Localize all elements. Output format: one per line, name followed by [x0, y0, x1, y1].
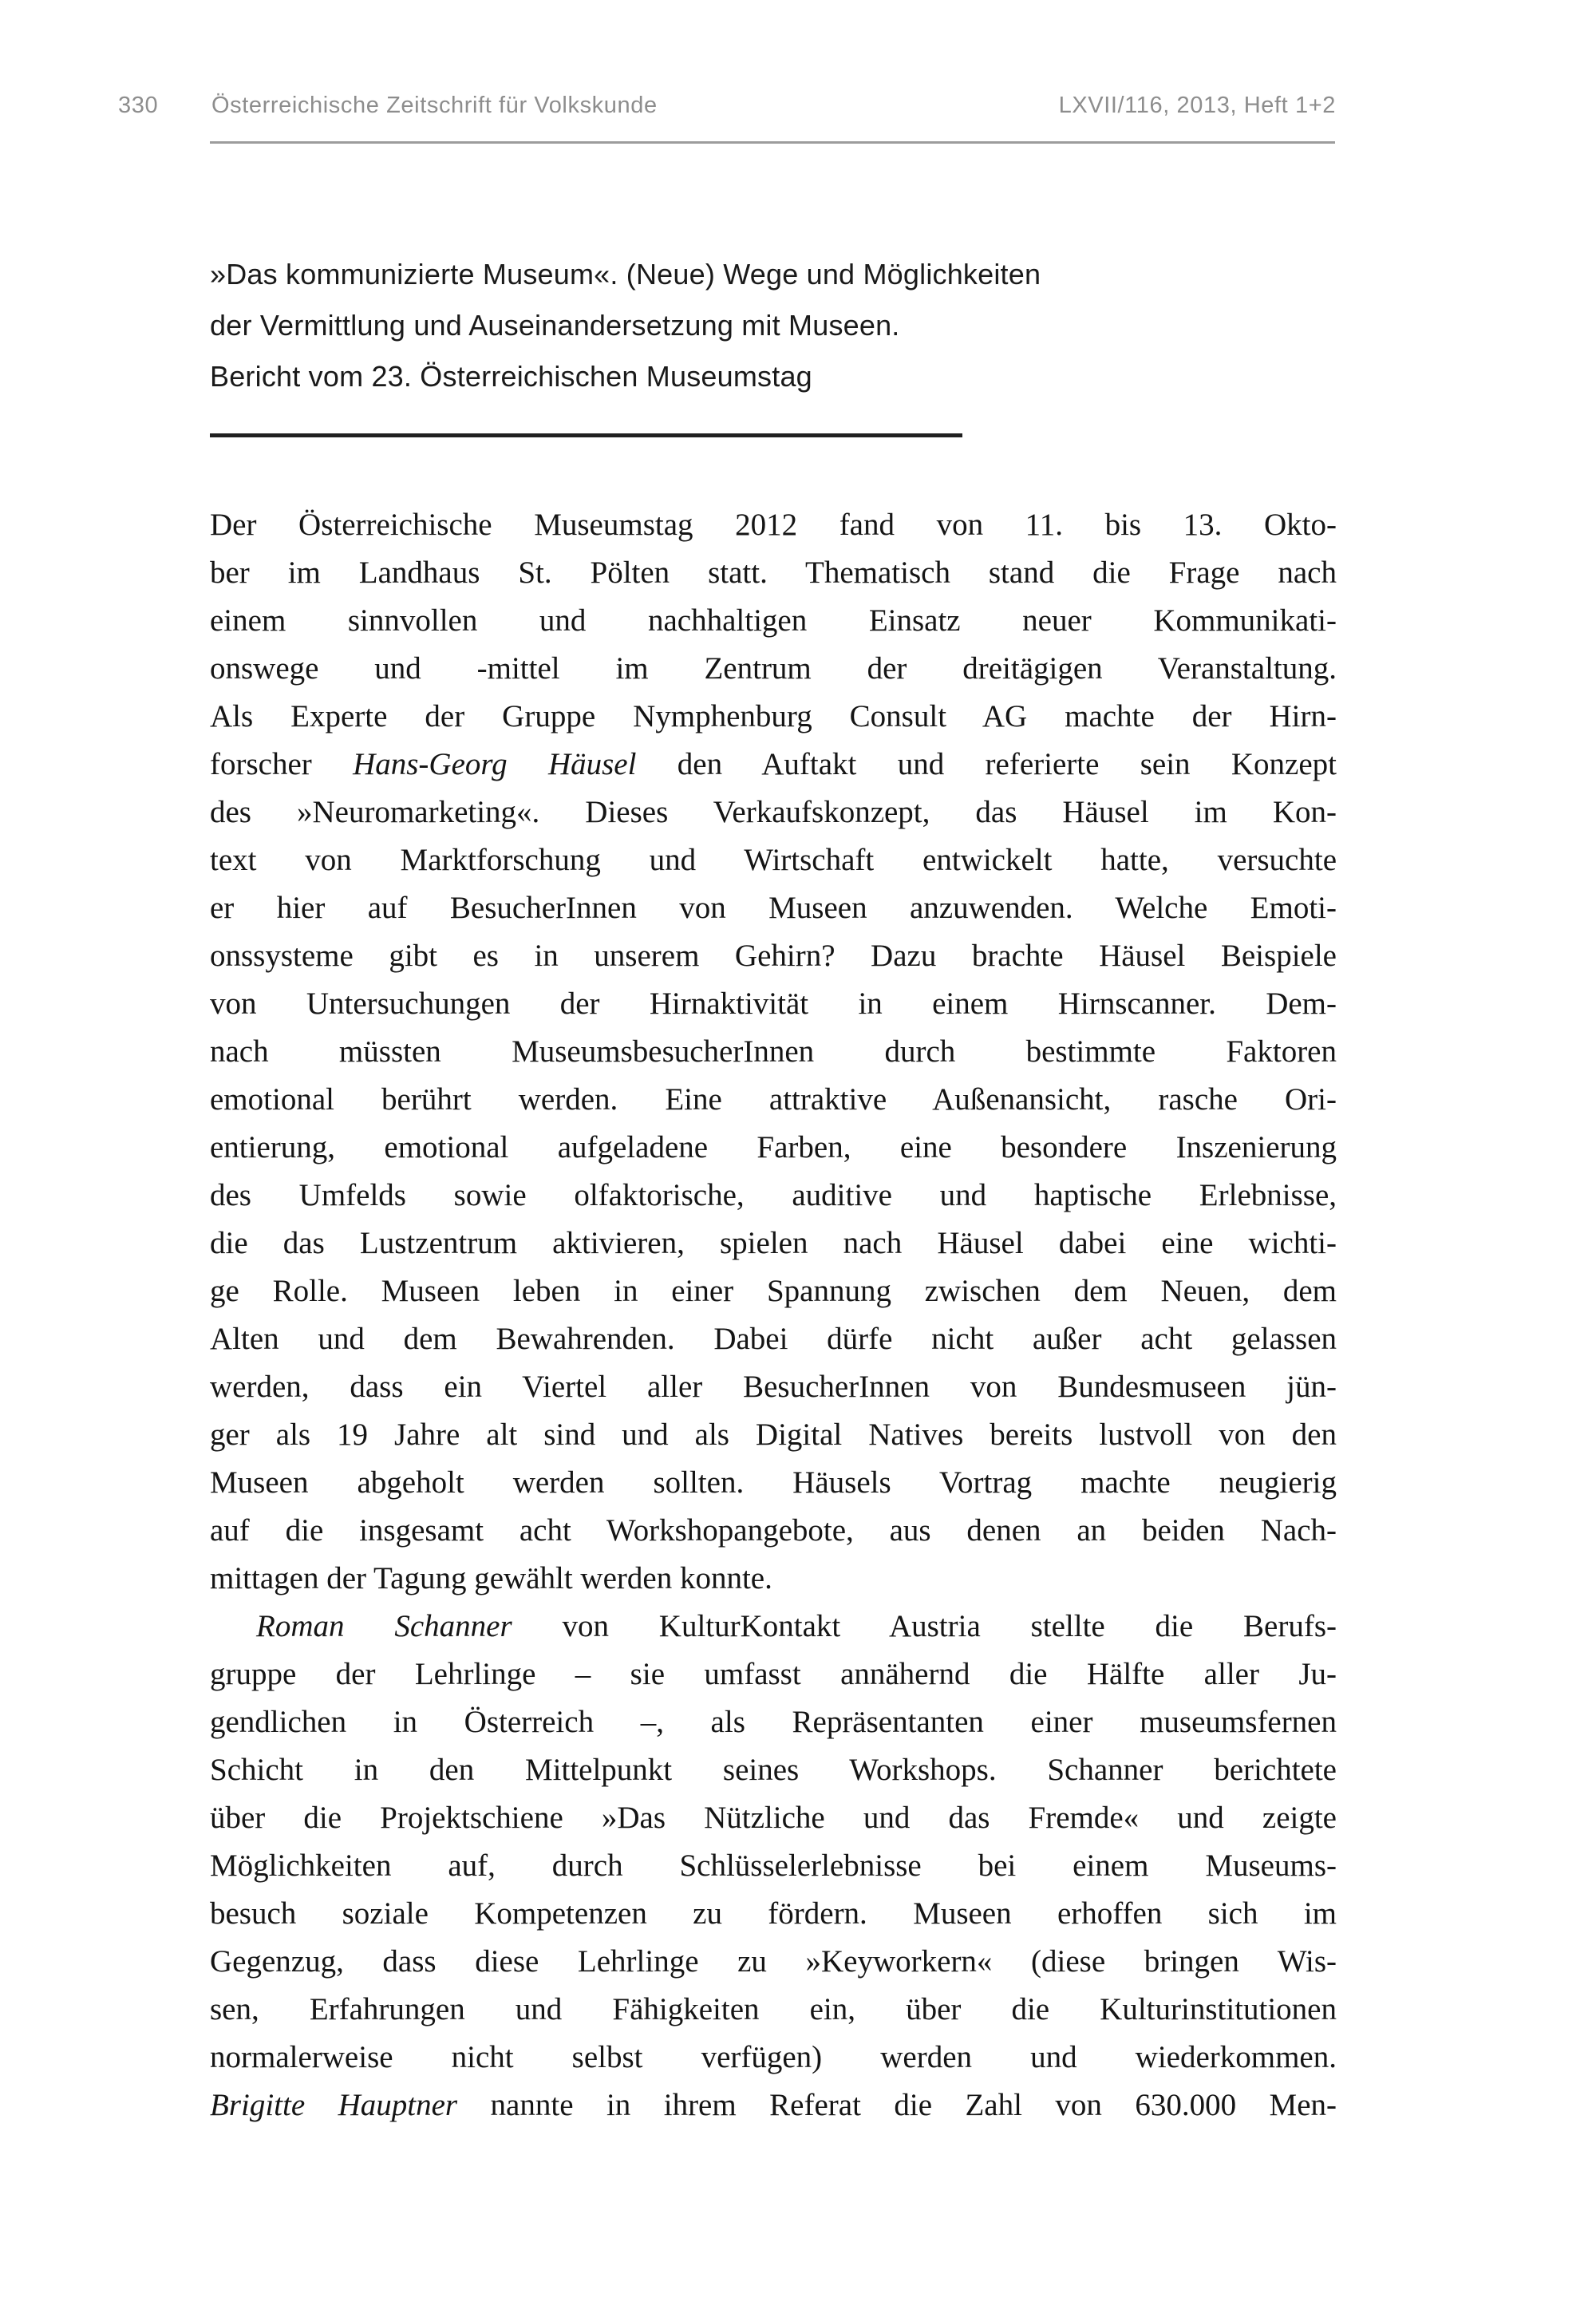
body-text: Schicht in den Mittelpunkt seines Workshops. Schanner berichtete	[210, 1753, 1337, 1787]
body-text: von Untersuchungen der Hirnaktivität in einem Hirnscanner. Dem-	[210, 986, 1337, 1021]
body-text: Gegenzug, dass diese Lehrlinge zu »Keyworkern« (diese bringen Wis-	[210, 1944, 1337, 1979]
body-text: nach müssten MuseumsbesucherInnen durch bestimmte Faktoren	[210, 1034, 1337, 1069]
body-text: gruppe der Lehrlinge – sie umfasst annähernd die Hälfte aller Ju-	[210, 1657, 1337, 1691]
body-text: einem sinnvollen und nachhaltigen Einsatz neuer Kommunikati-	[210, 603, 1337, 638]
body-line	[210, 789, 1337, 836]
body-text: Museen abgeholt werden sollten. Häusels Vortrag machte neugierig	[210, 1465, 1337, 1500]
body-line	[210, 980, 1337, 1028]
article-title-line: »Das kommunizierte Museum«. (Neue) Wege und Möglichkeiten	[210, 258, 1041, 291]
body-text: entierung, emotional aufgeladene Farben, eine besondere Inszenierung	[210, 1130, 1337, 1164]
body-line	[210, 1651, 1337, 1698]
body-line	[210, 1746, 1337, 1794]
body-line	[210, 597, 1337, 645]
body-line	[210, 1890, 1337, 1938]
body-line	[210, 2034, 1337, 2082]
person-name: Brigitte Hauptner	[210, 2088, 458, 2122]
body-text: forscher	[210, 747, 354, 781]
body-text: Der Österreichische Museumstag 2012 fand von 11. bis 13. Okto-	[210, 508, 1337, 542]
body-line	[210, 1507, 1337, 1555]
body-text: normalerweise nicht selbst verfügen) werden und wiederkommen.	[210, 2040, 1337, 2074]
body-line	[210, 1315, 1337, 1363]
body-text: Als Experte der Gruppe Nymphenburg Consult AG machte der Hirn-	[210, 699, 1337, 733]
body-text: des »Neuromarketing«. Dieses Verkaufskonzept, das Häusel im Kon-	[210, 795, 1337, 829]
body-line	[210, 1555, 1337, 1603]
body-line	[210, 1986, 1337, 2034]
body-line	[210, 1267, 1337, 1315]
body-text: die das Lustzentrum aktivieren, spielen nach Häusel dabei eine wichti-	[210, 1226, 1337, 1260]
body-text: nannte in ihrem Referat die Zahl von 630.000 Men-	[457, 2088, 1337, 2122]
body-text: ger als 19 Jahre alt sind und als Digital Natives bereits lustvoll von den	[210, 1417, 1337, 1452]
body-line	[210, 1220, 1337, 1267]
running-header	[0, 93, 1596, 125]
body-text: mittagen der Tagung gewählt werden konnte.	[210, 1561, 772, 1595]
body-text: onssysteme gibt es in unserem Gehirn? Dazu brachte Häusel Beispiele	[210, 939, 1337, 973]
person-name: Roman Schanner	[256, 1609, 512, 1643]
body-text: über die Projektschiene »Das Nützliche und das Fremde« und zeigte	[210, 1801, 1337, 1835]
body-line	[210, 1411, 1337, 1459]
body-line	[210, 693, 1337, 741]
body-line	[210, 1363, 1337, 1411]
person-name: Hans-Georg Häusel	[353, 747, 637, 781]
body-text: den Auftakt und referierte sein Konzept	[636, 747, 1337, 781]
body-text: Alten und dem Bewahrenden. Dabei dürfe nicht außer acht gelassen	[210, 1322, 1337, 1356]
article-body	[210, 501, 1337, 2129]
body-line	[210, 1124, 1337, 1172]
body-line	[210, 836, 1337, 884]
body-text: des Umfelds sowie olfaktorische, auditive und haptische Erlebnisse,	[210, 1178, 1337, 1212]
body-text: Möglichkeiten auf, durch Schlüsselerlebnisse bei einem Museums-	[210, 1848, 1337, 1883]
body-line	[210, 884, 1337, 932]
body-text: onswege und -mittel im Zentrum der dreitägigen Veranstaltung.	[210, 651, 1337, 686]
body-line	[210, 1076, 1337, 1124]
article-title-line: Bericht vom 23. Österreichischen Museumstag	[210, 360, 812, 393]
body-line	[210, 1842, 1337, 1890]
page-number: 330	[118, 93, 159, 118]
body-line	[210, 1794, 1337, 1842]
body-line	[210, 1028, 1337, 1076]
article-title-line: der Vermittlung und Auseinandersetzung mit Museen.	[210, 309, 900, 342]
body-text: emotional berührt werden. Eine attraktive Außenansicht, rasche Ori-	[210, 1082, 1337, 1117]
body-text: auf die insgesamt acht Workshopangebote, aus denen an beiden Nach-	[210, 1513, 1337, 1548]
body-text: von KulturKontakt Austria stellte die Berufs-	[512, 1609, 1337, 1643]
body-line	[210, 501, 1337, 549]
body-text: ber im Landhaus St. Pölten statt. Thematisch stand die Frage nach	[210, 556, 1337, 590]
title-divider	[210, 433, 962, 437]
body-line	[210, 1603, 1337, 1651]
body-line	[210, 1172, 1337, 1220]
body-line	[210, 549, 1337, 597]
body-line	[210, 1459, 1337, 1507]
body-text: werden, dass ein Viertel aller BesucherInnen von Bundesmuseen jün-	[210, 1370, 1337, 1404]
body-line	[210, 2082, 1337, 2129]
body-line	[210, 645, 1337, 693]
journal-title: Österreichische Zeitschrift für Volkskunde	[211, 93, 658, 118]
body-text: text von Marktforschung und Wirtschaft entwickelt hatte, versuchte	[210, 843, 1337, 877]
body-line	[210, 741, 1337, 789]
body-line	[210, 932, 1337, 980]
body-line	[210, 1698, 1337, 1746]
issue-info: LXVII/116, 2013, Heft 1+2	[1058, 93, 1336, 118]
body-text: besuch soziale Kompetenzen zu fördern. Museen erhoffen sich im	[210, 1896, 1337, 1931]
body-text: sen, Erfahrungen und Fähigkeiten ein, über die Kulturinstitutionen	[210, 1992, 1337, 2026]
body-text: ge Rolle. Museen leben in einer Spannung zwischen dem Neuen, dem	[210, 1274, 1337, 1308]
body-line	[210, 1938, 1337, 1986]
body-text: gendlichen in Österreich –, als Repräsentanten einer museumsfernen	[210, 1705, 1337, 1739]
article-title	[210, 249, 1337, 402]
body-text: er hier auf BesucherInnen von Museen anzuwenden. Welche Emoti-	[210, 891, 1337, 925]
header-divider	[210, 141, 1335, 144]
